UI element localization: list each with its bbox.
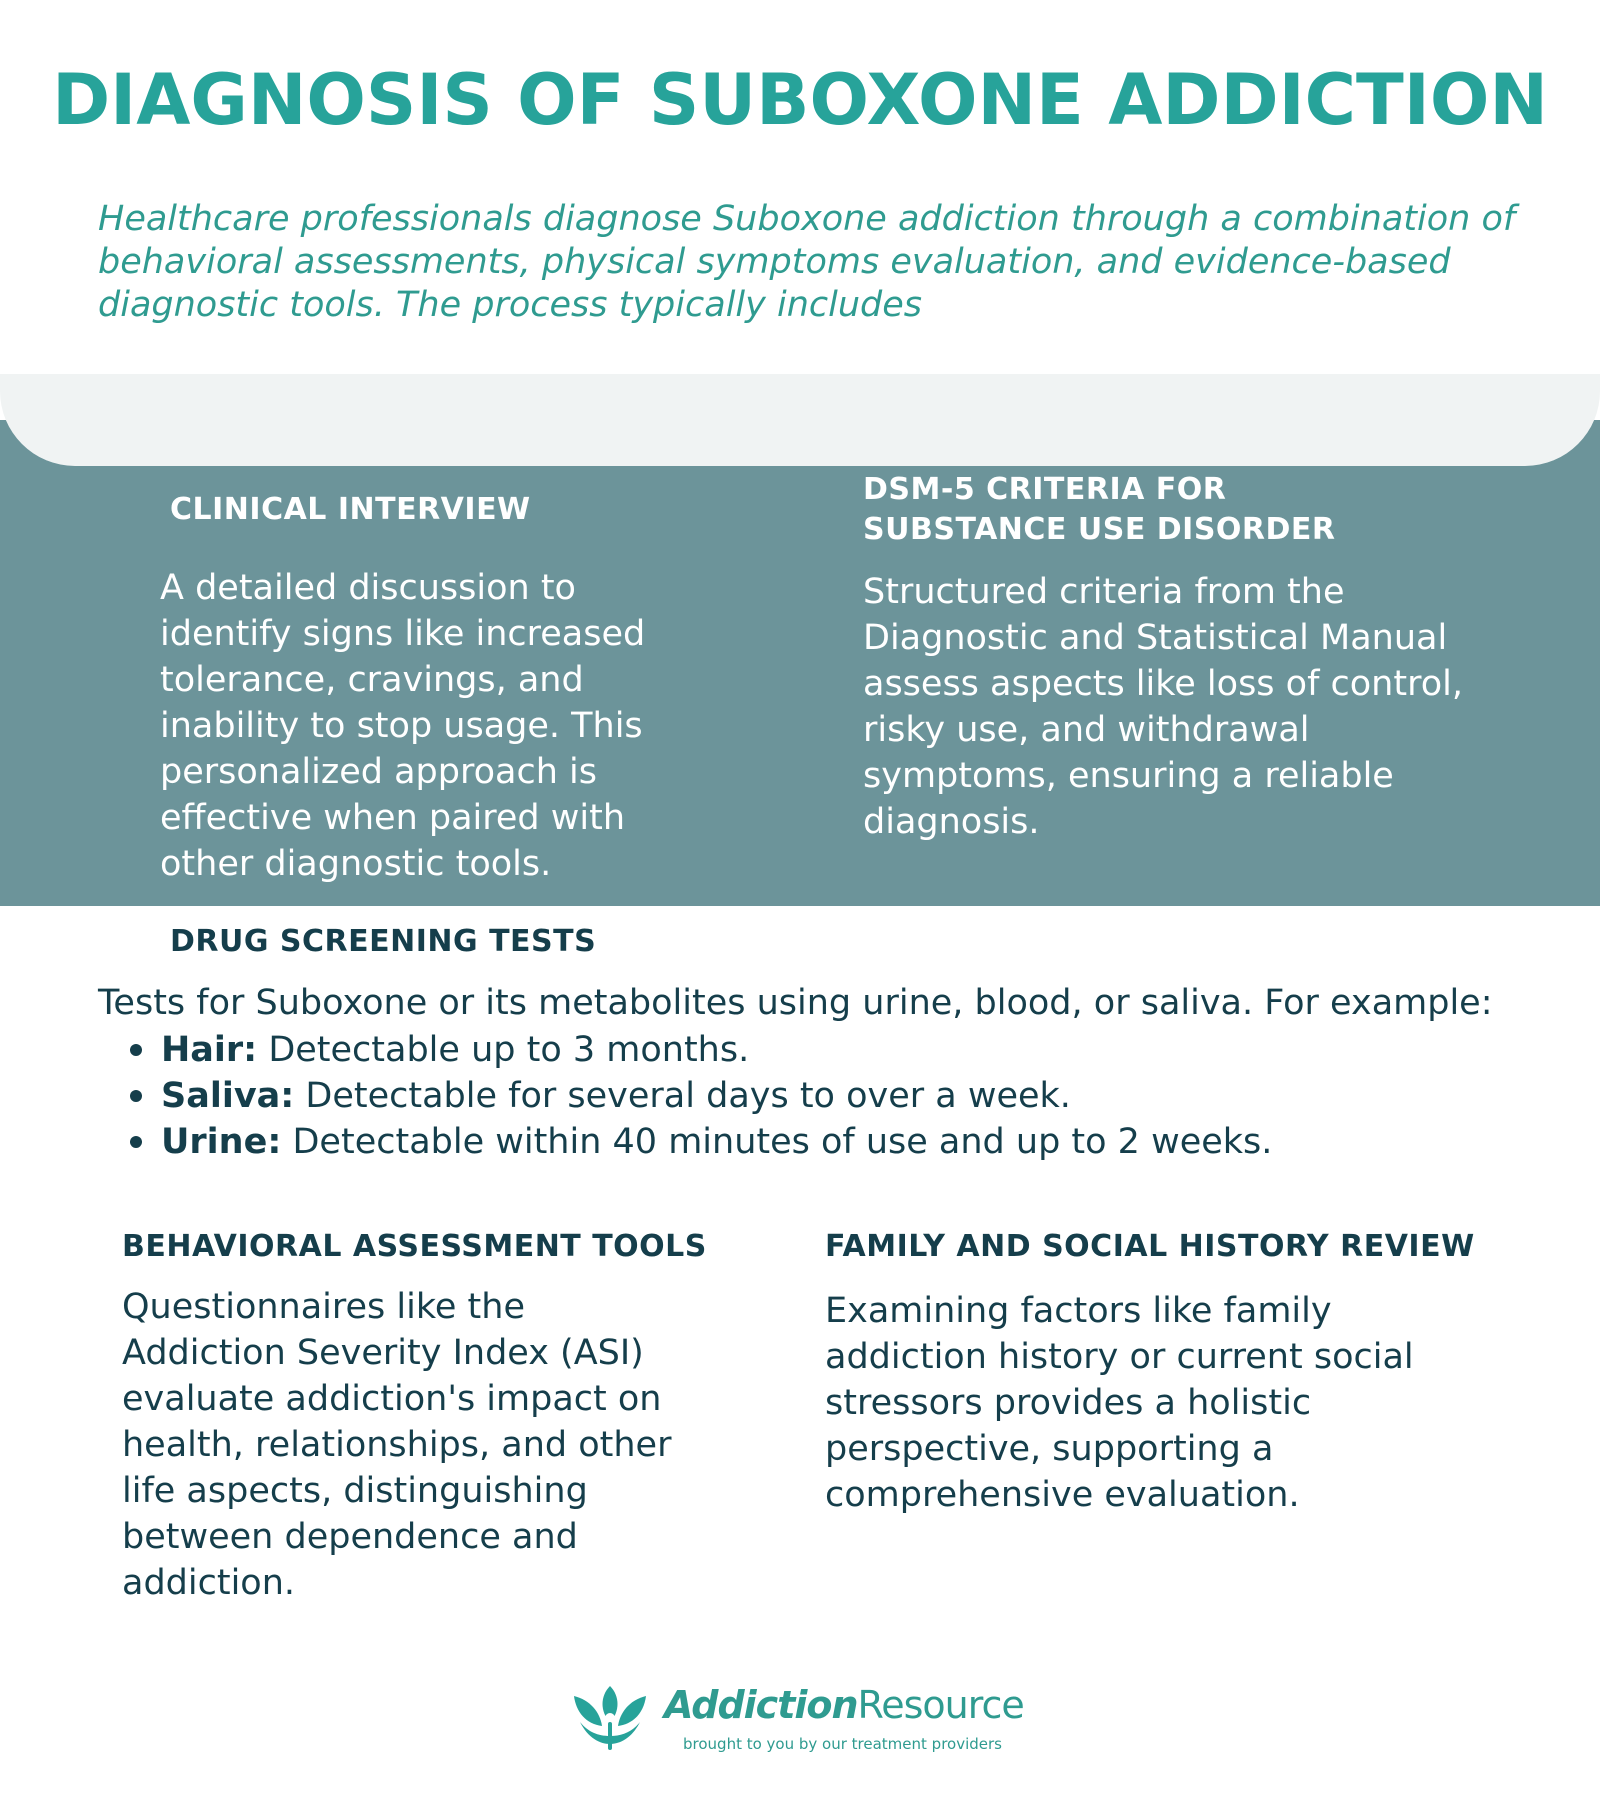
list-item-term: Hair: xyxy=(161,1030,258,1070)
list-item xyxy=(98,1119,1272,1165)
list-item xyxy=(98,1027,1272,1073)
drug-screening-heading: DRUG SCREENING TESTS xyxy=(170,924,597,959)
family-history-text: Examining factors like family addiction history or current social stressors provides a holistic perspective, supporting a comprehensive evaluation. xyxy=(825,1291,1414,1515)
list-item xyxy=(98,1073,1272,1119)
light-header-band xyxy=(0,374,1600,466)
list-item-text: Detectable for several days to over a week. xyxy=(305,1076,1071,1116)
drug-screening-list xyxy=(98,1027,1272,1165)
dsm5-text: Structured criteria from the Diagnostic and Statistical Manual assess aspects like loss of control, risky use, and withdrawal symptoms, ensuring a reliable diagnosis. xyxy=(863,572,1463,842)
clinical-interview-heading: CLINICAL INTERVIEW xyxy=(170,492,531,527)
logo-tagline: brought to you by our treatment providers xyxy=(683,1735,1002,1753)
list-item-text: Detectable up to 3 months. xyxy=(268,1030,750,1070)
behavioral-tools-text: Questionnaires like the Addiction Severity Index (ASI) evaluate addiction's impact on health, relationships, and other life aspects, distinguishing between dependence and addiction. xyxy=(122,1287,672,1603)
intro-text: Healthcare professionals diagnose Suboxone addiction through a combination of behavioral assessments, physical symptoms evaluation, and evidence-based diagnostic tools. The process typically includes xyxy=(98,199,1516,325)
behavioral-tools-heading: BEHAVIORAL ASSESSMENT TOOLS xyxy=(122,1229,707,1264)
list-item-term: Urine: xyxy=(161,1122,282,1162)
dsm5-heading-line1: DSM-5 CRITERIA FOR xyxy=(863,472,1227,507)
dsm5-heading xyxy=(863,470,1423,550)
lotus-person-icon xyxy=(570,1682,650,1754)
logo-name xyxy=(664,1682,1024,1728)
logo-name-bold: Addiction xyxy=(664,1683,858,1727)
drug-screening-text: Tests for Suboxone or its metabolites using urine, blood, or saliva. For example: xyxy=(98,983,1493,1023)
addiction-resource-logo[interactable] xyxy=(570,1680,1040,1770)
page-title: DIAGNOSIS OF SUBOXONE ADDICTION xyxy=(52,59,1548,141)
list-item-text: Detectable within 40 minutes of use and up to 2 weeks. xyxy=(292,1122,1273,1162)
logo-name-regular: Resource xyxy=(857,1683,1024,1727)
family-history-heading: FAMILY AND SOCIAL HISTORY REVIEW xyxy=(825,1229,1475,1264)
bullet-icon xyxy=(130,1044,142,1056)
dsm5-heading-line2: SUBSTANCE USE DISORDER xyxy=(863,512,1336,547)
bullet-icon xyxy=(130,1090,142,1102)
list-item-term: Saliva: xyxy=(161,1076,295,1116)
clinical-interview-text: A detailed discussion to identify signs like increased tolerance, cravings, and inability to stop usage. This personalized approach is effective when paired with other diagnostic tools. xyxy=(160,568,646,884)
bullet-icon xyxy=(130,1136,142,1148)
